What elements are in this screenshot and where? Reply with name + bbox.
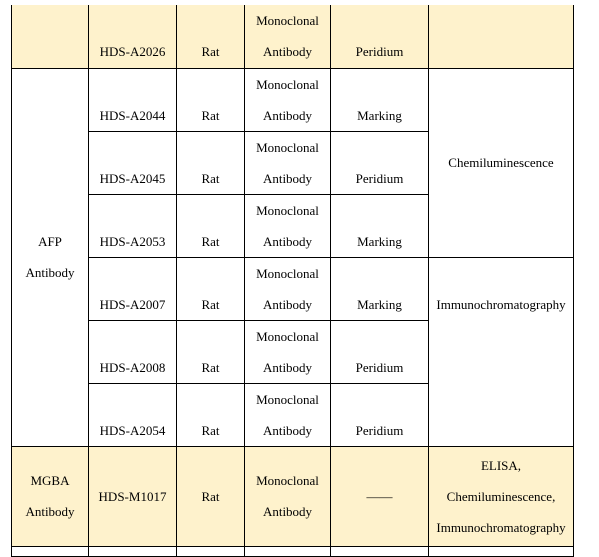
method-cell-empty bbox=[429, 5, 574, 68]
cropped-cell bbox=[429, 546, 574, 556]
id-cell: HDS-A2026 bbox=[89, 5, 177, 68]
host-cell: Rat bbox=[177, 320, 245, 383]
host-cell: Rat bbox=[177, 5, 245, 68]
cropped-cell bbox=[89, 546, 177, 556]
table-row bbox=[12, 546, 574, 556]
cropped-cell bbox=[177, 546, 245, 556]
application-cell: Marking bbox=[331, 68, 429, 131]
cropped-cell bbox=[12, 546, 89, 556]
group-label: Antibody bbox=[25, 265, 75, 280]
application-cell: Peridium bbox=[331, 320, 429, 383]
group-cell-afp bbox=[12, 68, 89, 446]
group-label: Antibody bbox=[25, 504, 75, 519]
group-label: AFP bbox=[38, 234, 62, 249]
antibody-table bbox=[11, 5, 574, 557]
method-cell-immuno: Immunochromatography bbox=[429, 257, 574, 446]
id-cell: HDS-A2053 bbox=[89, 194, 177, 257]
application-cell: Peridium bbox=[331, 383, 429, 446]
host-cell: Rat bbox=[177, 131, 245, 194]
application-cell: Marking bbox=[331, 257, 429, 320]
id-cell: HDS-A2045 bbox=[89, 131, 177, 194]
host-cell: Rat bbox=[177, 446, 245, 546]
type-cell: Monoclonal Antibody bbox=[245, 68, 331, 131]
application-cell: Marking bbox=[331, 194, 429, 257]
host-cell: Rat bbox=[177, 257, 245, 320]
method-cell-chemi: Chemiluminescence bbox=[429, 68, 574, 257]
type-cell: Monoclonal Antibody bbox=[245, 320, 331, 383]
table-row bbox=[12, 68, 574, 131]
id-cell: HDS-A2054 bbox=[89, 383, 177, 446]
table-row bbox=[12, 446, 574, 546]
id-cell: HDS-A2044 bbox=[89, 68, 177, 131]
id-cell: HDS-M1017 bbox=[89, 446, 177, 546]
type-cell: Monoclonal Antibody bbox=[245, 446, 331, 546]
table-row bbox=[12, 257, 574, 320]
table-row bbox=[12, 5, 574, 68]
id-cell: HDS-A2007 bbox=[89, 257, 177, 320]
host-cell: Rat bbox=[177, 194, 245, 257]
type-cell: Monoclonal Antibody bbox=[245, 5, 331, 68]
type-cell: Monoclonal Antibody bbox=[245, 257, 331, 320]
id-cell: HDS-A2008 bbox=[89, 320, 177, 383]
group-cell-empty bbox=[12, 5, 89, 68]
host-cell: Rat bbox=[177, 383, 245, 446]
cropped-cell bbox=[245, 546, 331, 556]
application-cell: —— bbox=[331, 446, 429, 546]
application-cell: Peridium bbox=[331, 131, 429, 194]
type-cell: Monoclonal Antibody bbox=[245, 131, 331, 194]
application-cell: Peridium bbox=[331, 5, 429, 68]
method-cell-mgba: ELISA, Chemiluminescence, Immunochromatography bbox=[429, 446, 574, 546]
cropped-cell bbox=[331, 546, 429, 556]
group-cell-mgba bbox=[12, 446, 89, 546]
type-cell: Monoclonal Antibody bbox=[245, 383, 331, 446]
group-label: MGBA bbox=[30, 473, 70, 488]
type-cell: Monoclonal Antibody bbox=[245, 194, 331, 257]
host-cell: Rat bbox=[177, 68, 245, 131]
